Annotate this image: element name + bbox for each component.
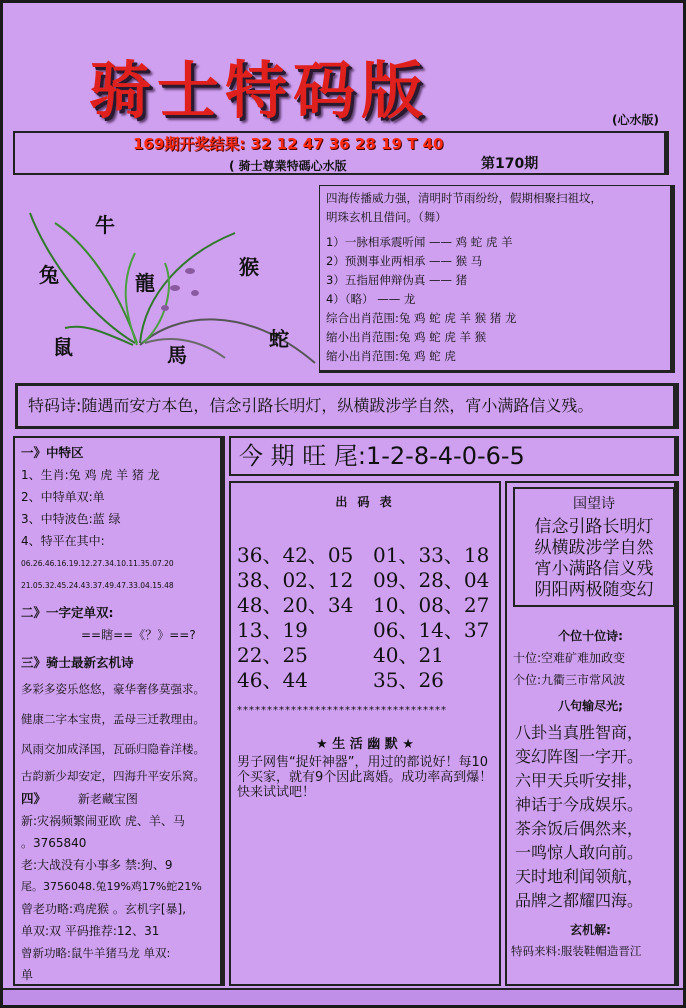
prediction-line: 综合出肖范围:兔 鸡 蛇 虎 羊 猴 猪 龙 [326,311,517,325]
prediction-line: 2）预测事业两相承 —— 猴 马 [326,254,483,268]
map-row: 单 [21,968,34,982]
zodiac-rabbit: 兔 [39,263,59,287]
poem-intro-2: 明珠玄机且借问。（舞） [326,210,447,224]
subtitle: ( 骑士尊業特碼心水版 [229,159,347,173]
map-row: 曾新功略:鼠牛羊猪马龙 单双: [21,946,171,960]
map-row: 单双:双 平码推荐:12、31 [21,924,160,938]
section-title [21,788,214,810]
info-row: 1、生肖:兔 鸡 虎 羊 猪 龙 [21,468,160,482]
guowang-title: 国望诗 [573,496,615,512]
number-cell: 46、44 [237,668,308,692]
tema-poem: 特码诗:随遇而安方本色，信念引路长明灯，纵横跋涉学自然，宵小满路信义残。 [15,383,679,429]
poem-line: 阴阳两极随变幻 [534,580,654,600]
number-table [229,481,501,986]
poem-line: 变幻阵图一字开。 [515,747,644,766]
riddle-body: 特码来料:服装鞋帽造晋江 [511,944,642,958]
poem-intro-1: 四海传播威力强，清明时节雨纷纷，假期相聚扫祖坟， [326,191,602,205]
poem-line: 风雨交加成泽国，瓦砾归隐眷洋楼。 [21,742,205,756]
number-list: 06.26.46.16.19.12.27.34.10.11.35.07.20 [21,559,174,568]
zodiac-snake: 蛇 [269,327,289,351]
poem-line: 古韵新少却安定，四海升平安乐窝。 [21,769,205,783]
info-row: 2、中特单双:单 [21,490,105,504]
draw-result [133,133,443,154]
poem-line: 品牌之都耀四海。 [515,891,644,910]
section-title: 二》一字定单双: [21,605,114,620]
number-cell: 40、21 [373,643,444,667]
poem-line: 信念引路长明灯 [534,517,654,537]
number-table-title: 出 码 表 [335,495,395,509]
issue-number: 第170期 [481,156,539,172]
number-list: 21.05.32.45.24.43.37.49.47.33.04.15.48 [21,581,174,590]
zodiac-dragon: 龍 [135,271,155,295]
eight-line-poem [515,721,643,913]
footer-band [3,988,686,1008]
number-cell: 09、28、04 [373,568,490,592]
info-row: 4、特平在其中: [21,534,105,548]
digit-poem-title: 个位十位诗: [558,629,623,643]
prediction-line: 缩小出肖范围:兔 鸡 蛇 虎 [326,349,456,363]
humor-title: ★ 生 活 幽 默 ★ [316,737,414,752]
units-digit: 个位:九衢三市常风波 [513,673,626,687]
poem-line: 茶余饭后偶然来， [515,819,644,838]
poem-line: 一鸣惊人敢向前。 [515,843,644,862]
right-column [505,481,679,986]
number-cell: 13、19 [237,618,308,642]
number-cell: 10、08、27 [373,593,490,617]
poem-line: 八卦当真胜智商， [515,723,644,742]
poem-line: 宵小满路信义残 [534,559,654,579]
result-label: 169期开奖结果: [133,135,246,153]
poem-line: 六甲天兵听安排， [515,771,644,790]
poem-line: 天时地利闻领航， [515,867,644,886]
number-cell: 48、20、34 [237,593,354,617]
lucky-tail-numbers: 今 期 旺 尾:1-2-8-4-0-6-5 [229,436,679,476]
prediction-line: 3）五指屈伸辩伪真 —— 猪 [326,273,468,287]
map-row: 新:灾祸频繁闹亚欧 虎、羊、马 [21,814,185,828]
zodiac-monkey: 猴 [239,255,259,279]
result-numbers: 32 12 47 36 28 19 T 40 [250,135,444,153]
number-cell: 36、42、05 [237,543,354,567]
eight-line-title: 八句输尽光; [558,699,623,713]
guowang-poem-box [513,487,675,607]
prediction-line: 1）一脉相承震听闻 —— 鸡 蛇 虎 羊 [326,235,513,249]
riddle-title: 玄机解: [570,923,611,937]
number-cell: 22、25 [237,643,308,667]
humor-text: 男子网售“捉奸神器”，用过的都说好！每10个买家，就有9个因此离婚。成功率高到爆！快来试试吧！ [237,755,493,800]
page-title: 骑士特码版 [89,54,430,127]
map-row: 老:大战没有小事多 禁:狗、9 [21,858,173,872]
poem-line: 纵横跋涉学自然 [534,538,654,558]
poem-line: 多彩多姿乐悠悠，豪华奢侈莫强求。 [21,682,205,696]
prediction-box [319,185,675,373]
map-row: 曾老功略:鸡虎猴 。玄机字[暴], [21,902,187,916]
left-column [13,436,225,986]
section-title: 三》骑士最新玄机诗 [21,655,134,670]
zodiac-rat: 鼠 [53,335,73,359]
poem-line: 健康二字本宝贵，孟母三迁教理由。 [21,712,205,726]
zodiac-horse: 馬 [167,343,187,367]
star-divider: *********************************** [237,705,447,716]
section-title-text: 新老藏宝图 [77,792,138,806]
section-label: 四》 [21,791,47,806]
zodiac-ox: 牛 [95,213,115,237]
info-row: 3、中特波色:蓝 绿 [21,512,121,526]
prediction-line: 缩小出肖范围:兔 鸡 蛇 虎 羊 猴 [326,330,487,344]
map-row: 。3765840 [21,836,87,850]
map-row: 尾。3756048.兔19%鸡17%蛇21% [21,880,202,893]
section-title: 一》中特区 [21,445,84,460]
number-cell: 01、33、18 [373,543,490,567]
poem-line: 神话于今成娱乐。 [515,795,644,814]
number-cell: 35、26 [373,668,444,692]
number-cell: 38、02、12 [237,568,354,592]
odd-even-hint: ==瞎==《？》==? [81,628,196,642]
edition-label: (心水版) [612,113,659,127]
prediction-line: 4）（略） —— 龙 [326,292,416,306]
tens-digit: 十位:空难矿难加政变 [513,651,626,665]
number-cell: 06、14、37 [373,618,490,642]
